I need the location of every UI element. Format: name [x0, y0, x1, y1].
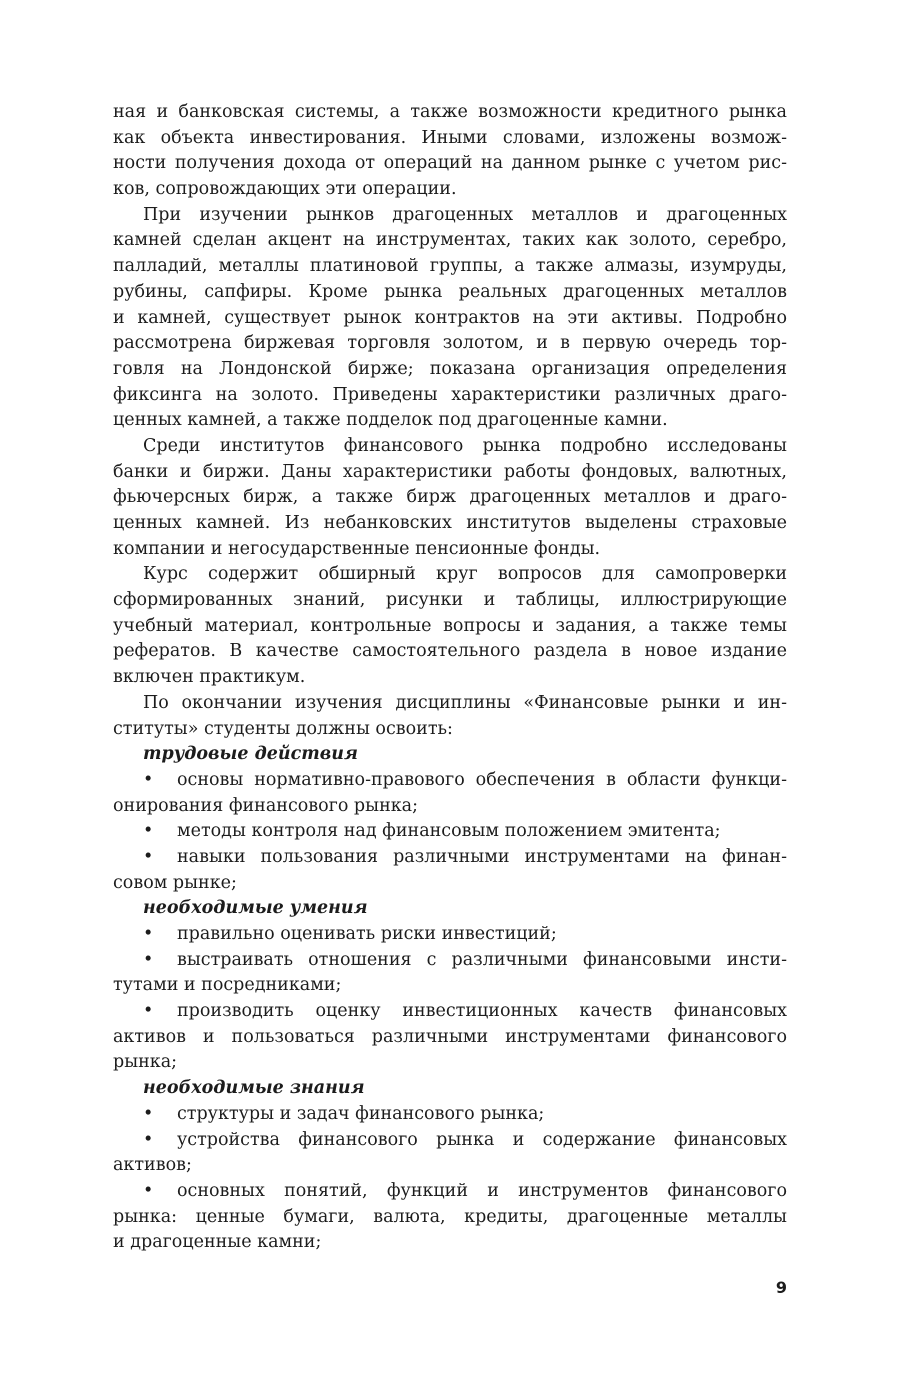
text-line: активов и пользоваться различными инструментами финансового — [113, 1026, 787, 1047]
bullet-icon: • — [143, 924, 154, 944]
list-item — [113, 1179, 787, 1256]
text-line: рынка; — [113, 1052, 178, 1073]
text-line: камней сделан акцент на инструментах, таких как золото, серебро, — [113, 230, 787, 251]
bullet-icon: • — [143, 1001, 154, 1022]
section-required-skills — [113, 896, 787, 1076]
section-heading: необходимые знания — [143, 1078, 365, 1099]
text-line: • производить оценку инвестиционных качеств финансовых — [113, 999, 787, 1025]
text-line: говля на Лондонской бирже; показана организация определения — [113, 358, 787, 379]
text-line: как объекта инвестирования. Иными словами, изложены возмож- — [113, 127, 787, 148]
text-line: Среди институтов финансового рынка подробно исследованы — [143, 435, 787, 456]
list-item — [113, 845, 787, 896]
section-heading: необходимые умения — [143, 898, 368, 919]
text-line: ценных камней. Из небанковских институтов выделены страховые — [113, 513, 787, 533]
text-line: ная и банковская системы, а также возможности кредитного рынка — [113, 102, 787, 122]
text-line: фьючерсных бирж, а также бирж драгоценных металлов и драго- — [113, 487, 787, 508]
paragraph-2 — [113, 203, 787, 434]
text-line: • методы контроля над финансовым положением эмитента; — [113, 819, 787, 845]
bullet-icon: • — [143, 769, 154, 790]
page-number: 9 — [775, 1278, 787, 1297]
text-line: и драгоценные камни; — [113, 1232, 322, 1253]
section-heading: трудовые действия — [143, 744, 358, 765]
text-line: При изучении рынков драгоценных металлов и драгоценных — [143, 204, 787, 225]
text-line: ков, сопровождающих эти операции. — [113, 179, 457, 200]
text-line: рефератов. В качестве самостоятельного раздела в новое издание — [113, 641, 787, 662]
text-line: • структуры и задач финансового рынка; — [113, 1102, 787, 1128]
section-required-knowledge — [113, 1076, 787, 1256]
list-item — [113, 1128, 787, 1179]
text-line: • навыки пользования различными инструментами на финан- — [113, 845, 787, 871]
bullet-icon: • — [143, 1129, 154, 1150]
list-item — [113, 1102, 787, 1128]
list-item — [113, 922, 787, 948]
paragraph-1 — [113, 100, 787, 203]
bullet-icon: • — [143, 1180, 154, 1201]
bullet-icon: • — [143, 821, 154, 842]
text-line: рассмотрена биржевая торговля золотом, и в первую очередь тор- — [113, 333, 787, 354]
list-item — [113, 768, 787, 819]
text-line: • устройства финансового рынка и содержание финансовых — [113, 1128, 787, 1154]
text-line: • основных понятий, функций и инструментов финансового — [113, 1179, 787, 1205]
paragraph-4 — [113, 562, 787, 690]
text-line: тутами и посредниками; — [113, 975, 342, 996]
list-item — [113, 819, 787, 845]
text-line: включен практикум. — [113, 667, 306, 688]
text-line: • выстраивать отношения с различными финансовыми инсти- — [113, 948, 787, 974]
text-line: компании и негосударственные пенсионные фонды. — [113, 538, 601, 559]
text-line: учебный материал, контрольные вопросы и задания, а также темы — [113, 615, 787, 636]
text-line: • правильно оценивать риски инвестиций; — [113, 922, 787, 948]
list-item — [113, 999, 787, 1076]
paragraph-5 — [113, 691, 787, 742]
bullet-icon: • — [143, 949, 154, 970]
text-line: совом рынке; — [113, 872, 237, 893]
text-line: сформированных знаний, рисунки и таблицы, иллюстрирующие — [113, 590, 787, 611]
text-line: • основы нормативно-правового обеспечения в области функци- — [113, 768, 787, 794]
text-line: ституты» студенты должны освоить: — [113, 718, 453, 739]
text-line: рубины, сапфиры. Кроме рынка реальных драгоценных металлов — [113, 281, 787, 302]
text-line: ности получения дохода от операций на данном рынке с учетом рис- — [113, 153, 787, 174]
bullet-icon: • — [143, 1103, 154, 1124]
text-line: палладий, металлы платиновой группы, а также алмазы, изумруды, — [113, 256, 787, 277]
paragraph-3 — [113, 434, 787, 562]
text-line: ценных камней, а также подделок под драгоценные камни. — [113, 410, 668, 431]
section-labor-actions — [113, 742, 787, 896]
text-line: фиксинга на золото. Приведены характеристики различных драго- — [113, 384, 787, 405]
text-line: и камней, существует рынок контрактов на эти активы. Подробно — [113, 307, 787, 328]
text-line: активов; — [113, 1155, 192, 1176]
bullet-icon: • — [143, 846, 154, 867]
text-line: банки и биржи. Даны характеристики работы фондовых, валютных, — [113, 461, 787, 482]
text-line: онирования финансового рынка; — [113, 795, 418, 816]
text-line: По окончании изучения дисциплины «Финансовые рынки и ин- — [143, 692, 787, 713]
list-item — [113, 948, 787, 999]
page-body — [113, 100, 787, 1256]
text-line: Курс содержит обширный круг вопросов для самопроверки — [143, 564, 787, 585]
text-line: рынка: ценные бумаги, валюта, кредиты, драгоценные металлы — [113, 1206, 787, 1227]
